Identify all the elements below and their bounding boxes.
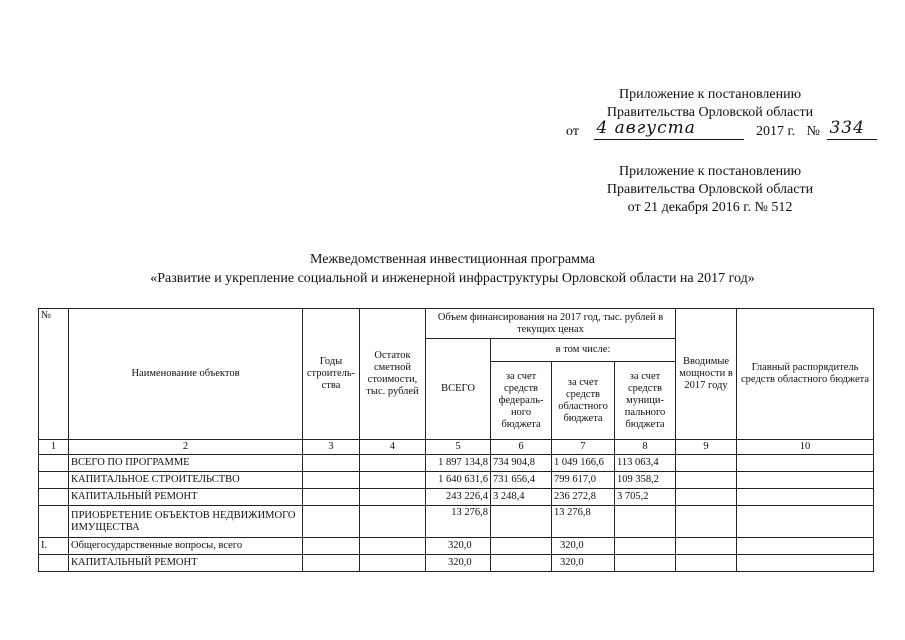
row-remaining xyxy=(360,455,426,472)
row-capacity xyxy=(676,455,737,472)
title-line-1: Межведомственная инвестиционная программа xyxy=(310,252,595,267)
row-years xyxy=(303,489,360,506)
annex-original-header xyxy=(560,163,860,217)
row-remaining xyxy=(360,555,426,572)
row-manager xyxy=(737,506,874,538)
col-num: 9 xyxy=(676,440,737,455)
row-remaining xyxy=(360,489,426,506)
annex-line-2: Правительства Орловской области xyxy=(606,105,814,120)
row-federal xyxy=(491,538,552,555)
row-no xyxy=(39,555,69,572)
row-total: 320,0 xyxy=(426,555,491,572)
row-municipal: 3 705,2 xyxy=(615,489,676,506)
row-capacity xyxy=(676,538,737,555)
col-num: 8 xyxy=(615,440,676,455)
row-name: КАПИТАЛЬНОЕ СТРОИТЕЛЬСТВО xyxy=(69,472,303,489)
date-year: 2017 г. xyxy=(755,124,796,139)
row-municipal xyxy=(615,538,676,555)
row-remaining xyxy=(360,538,426,555)
row-capacity xyxy=(676,506,737,538)
header-including-split xyxy=(491,362,675,439)
row-no xyxy=(39,472,69,489)
row-municipal: 113 063,4 xyxy=(615,455,676,472)
row-manager xyxy=(737,455,874,472)
handwritten-date-field xyxy=(594,118,744,140)
row-federal xyxy=(491,506,552,538)
col-num: 7 xyxy=(552,440,615,455)
row-no xyxy=(39,489,69,506)
column-number-row xyxy=(39,440,874,455)
table-row xyxy=(39,538,874,555)
row-manager xyxy=(737,555,874,572)
annex-original-line-1: Приложение к постановлению xyxy=(618,164,802,179)
annex-date-line xyxy=(566,118,877,140)
header-budget-manager: Главный распорядитель средств областного бюджета xyxy=(737,309,874,440)
row-years xyxy=(303,472,360,489)
col-num: 4 xyxy=(360,440,426,455)
row-years xyxy=(303,555,360,572)
annex-original-line-3: от 21 декабря 2016 г. № 512 xyxy=(627,200,793,215)
header-remaining-cost: Остаток сметной стоимости, тыс. рублей xyxy=(360,309,426,440)
row-no: I. xyxy=(39,538,69,555)
handwritten-date: 4 августа xyxy=(596,118,696,138)
row-regional: 13 276,8 xyxy=(552,506,615,538)
row-years xyxy=(303,455,360,472)
row-name: ПРИОБРЕТЕНИЕ ОБЪЕКТОВ НЕДВИЖИМОГО ИМУЩЕСТВА xyxy=(69,506,303,538)
row-municipal xyxy=(615,506,676,538)
row-no xyxy=(39,506,69,538)
col-num: 2 xyxy=(69,440,303,455)
row-manager xyxy=(737,538,874,555)
row-total: 13 276,8 xyxy=(426,506,491,538)
row-years xyxy=(303,506,360,538)
row-name: Общегосударственные вопросы, всего xyxy=(69,538,303,555)
header-funding-group: Объем финансирования на 2017 год, тыс. рублей в текущих ценах xyxy=(426,309,676,339)
row-regional: 320,0 xyxy=(552,555,615,572)
row-name: КАПИТАЛЬНЫЙ РЕМОНТ xyxy=(69,489,303,506)
header-years: Годы строитель-ства xyxy=(303,309,360,440)
handwritten-number-field xyxy=(827,118,877,140)
header-capacity: Вводимые мощности в 2017 году xyxy=(676,309,737,440)
row-capacity xyxy=(676,489,737,506)
row-remaining xyxy=(360,472,426,489)
row-regional: 236 272,8 xyxy=(552,489,615,506)
header-including-label: в том числе: xyxy=(491,339,675,362)
row-remaining xyxy=(360,506,426,538)
row-manager xyxy=(737,489,874,506)
annex-line-1: Приложение к постановлению xyxy=(618,87,802,102)
row-manager xyxy=(737,472,874,489)
table-row xyxy=(39,489,874,506)
table-row xyxy=(39,472,874,489)
col-num: 6 xyxy=(491,440,552,455)
col-num: 10 xyxy=(737,440,874,455)
row-total: 320,0 xyxy=(426,538,491,555)
date-prefix: от xyxy=(566,124,579,139)
row-name: ВСЕГО ПО ПРОГРАММЕ xyxy=(69,455,303,472)
row-municipal: 109 358,2 xyxy=(615,472,676,489)
annex-current-header xyxy=(560,86,860,122)
row-total: 243 226,4 xyxy=(426,489,491,506)
handwritten-number: 334 xyxy=(829,118,865,138)
row-name: КАПИТАЛЬНЫЙ РЕМОНТ xyxy=(69,555,303,572)
row-federal xyxy=(491,555,552,572)
title-line-2: «Развитие и укрепление социальной и инженерной инфраструктуры Орловской области на 2017 год» xyxy=(150,271,755,286)
header-federal: за счет средств федераль-ного бюджета xyxy=(491,362,552,439)
row-regional: 320,0 xyxy=(552,538,615,555)
row-no xyxy=(39,455,69,472)
row-capacity xyxy=(676,472,737,489)
row-federal: 731 656,4 xyxy=(491,472,552,489)
header-total: ВСЕГО xyxy=(426,339,491,440)
row-federal: 3 248,4 xyxy=(491,489,552,506)
row-capacity xyxy=(676,555,737,572)
row-municipal xyxy=(615,555,676,572)
col-num: 3 xyxy=(303,440,360,455)
annex-original-line-2: Правительства Орловской области xyxy=(606,182,814,197)
header-municipal: за счет средств муници-пального бюджета xyxy=(624,370,666,430)
header-name: Наименование объектов xyxy=(69,309,303,440)
table-row xyxy=(39,455,874,472)
table-row xyxy=(39,506,874,538)
row-years xyxy=(303,538,360,555)
table-row xyxy=(39,555,874,572)
col-num: 1 xyxy=(39,440,69,455)
header-regional: за счет средств областного бюджета xyxy=(552,362,615,439)
row-regional: 1 049 166,6 xyxy=(552,455,615,472)
row-total: 1 640 631,6 xyxy=(426,472,491,489)
col-num: 5 xyxy=(426,440,491,455)
row-total: 1 897 134,8 xyxy=(426,455,491,472)
row-regional: 799 617,0 xyxy=(552,472,615,489)
header-no: № xyxy=(39,309,69,440)
document-title xyxy=(0,250,905,288)
header-including xyxy=(491,339,676,440)
row-federal: 734 904,8 xyxy=(491,455,552,472)
program-table xyxy=(38,308,874,572)
number-sign: № xyxy=(806,124,820,139)
